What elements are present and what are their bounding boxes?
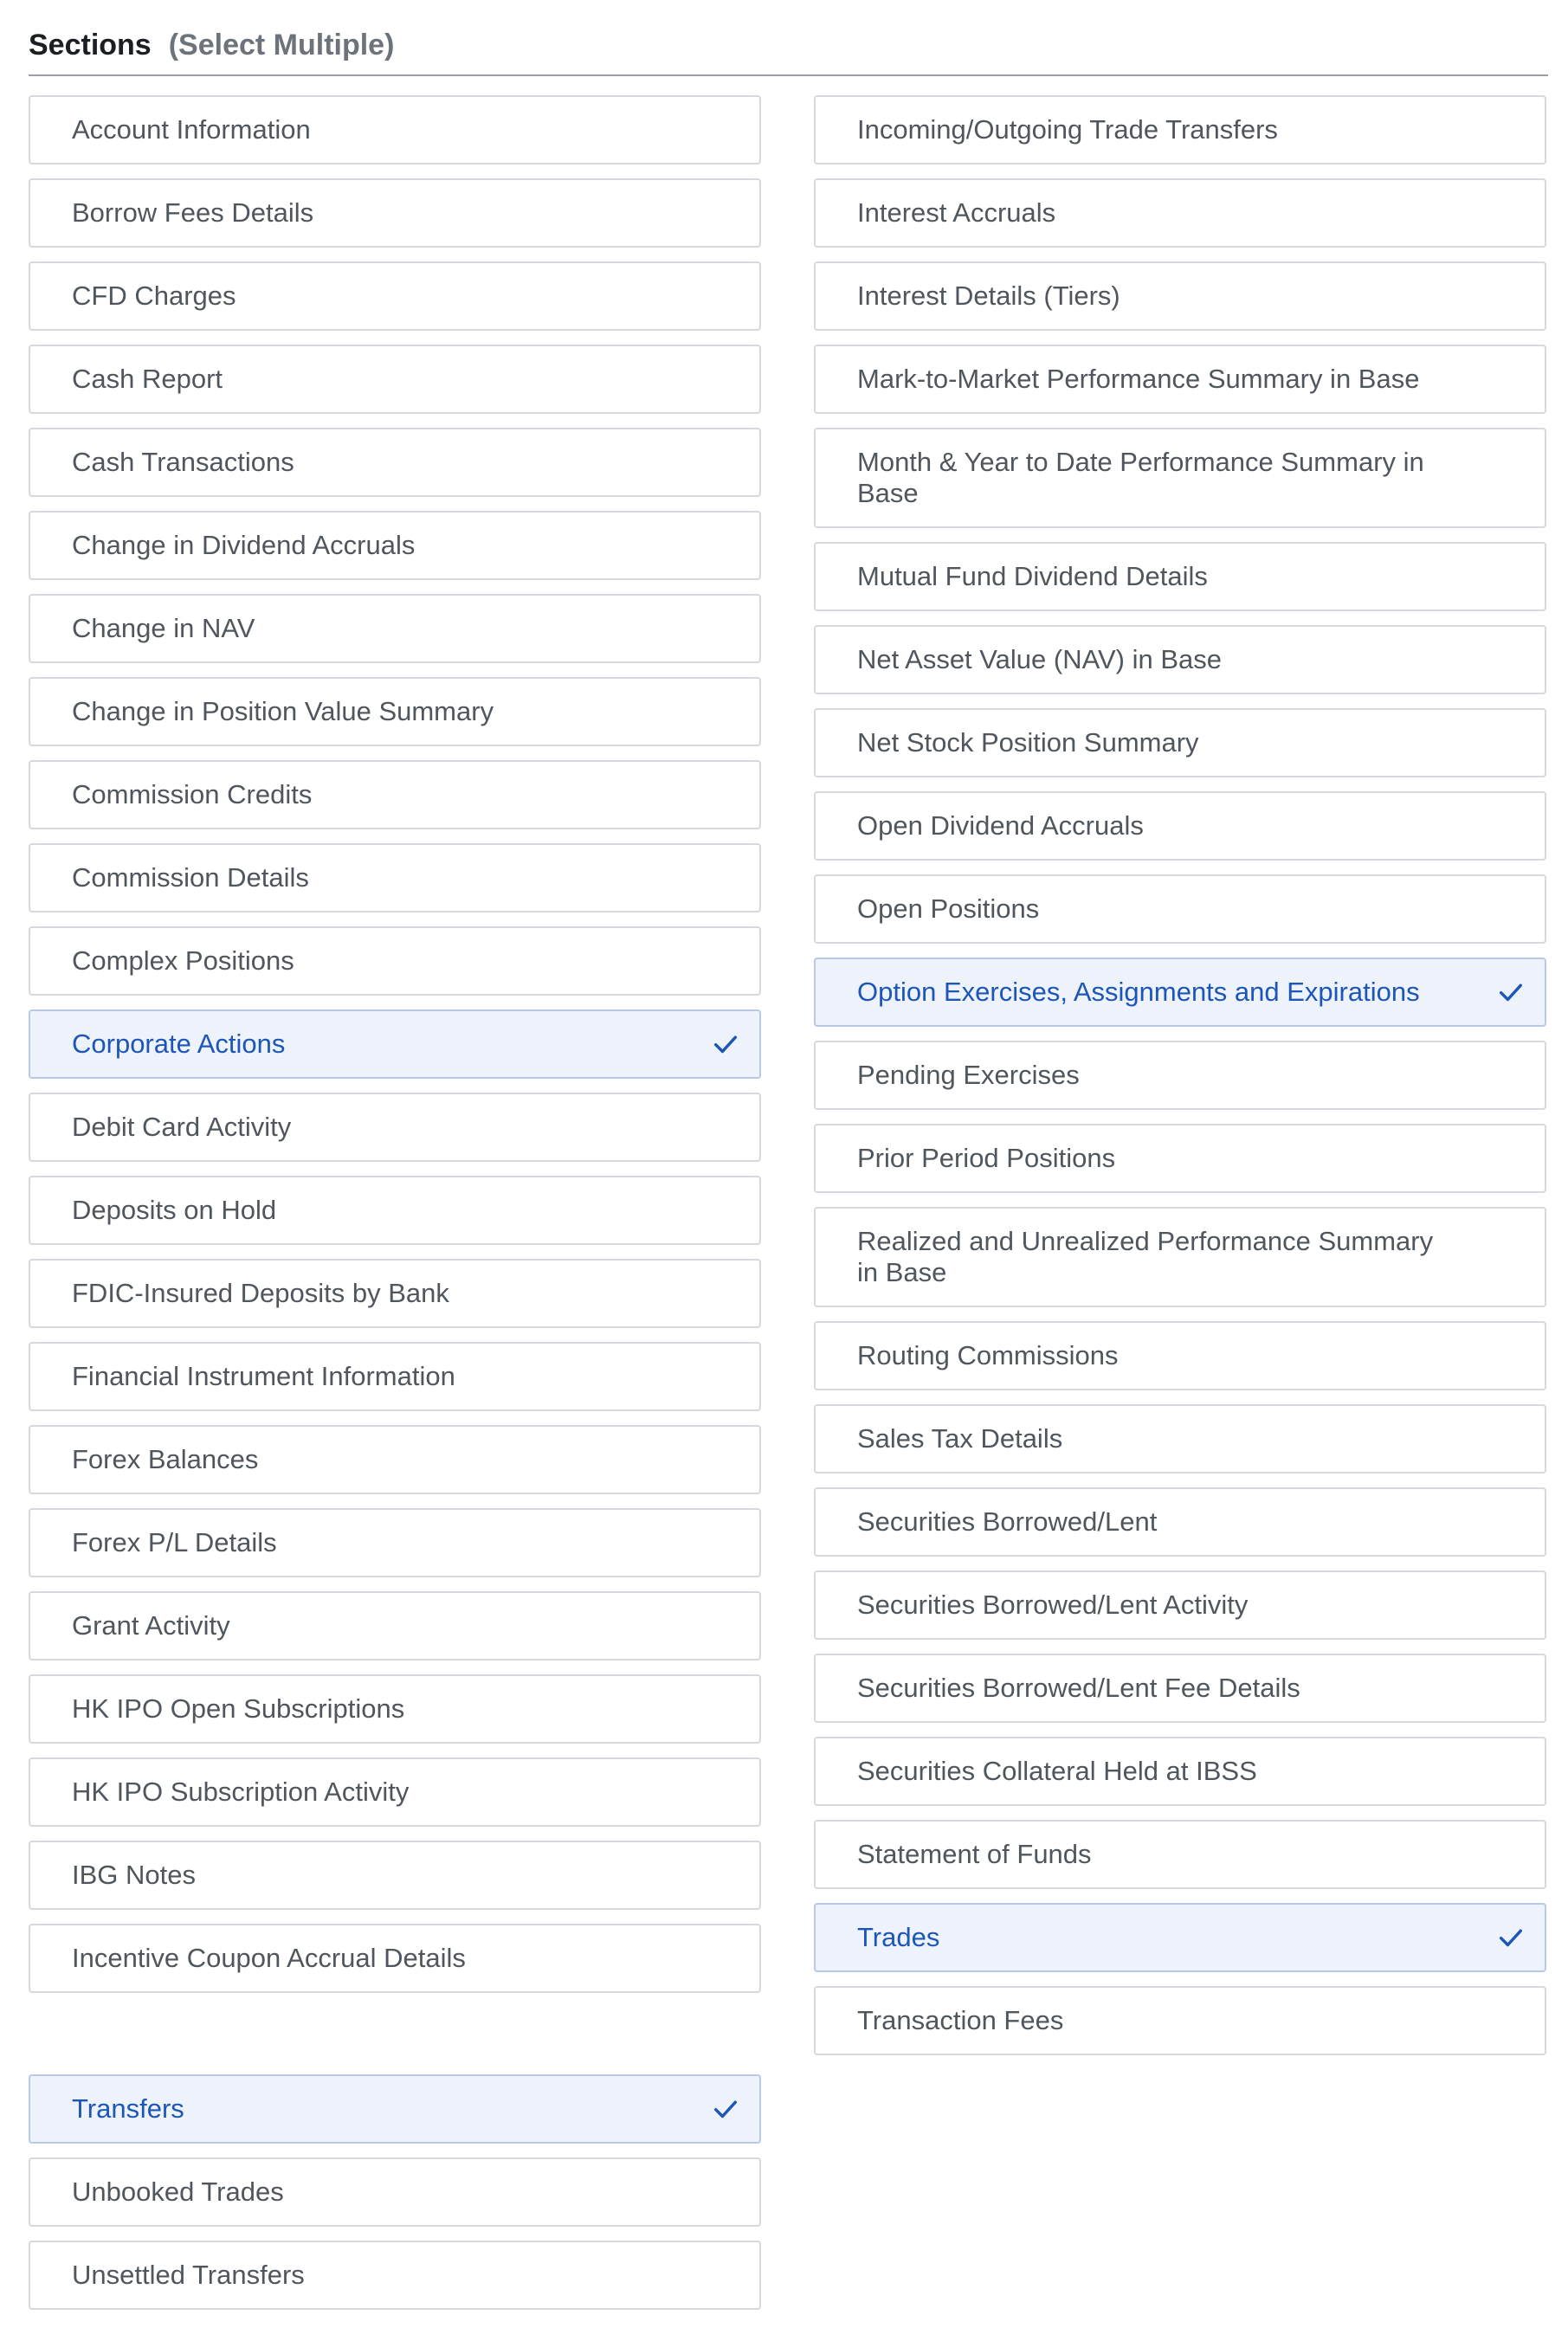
- section-option-deposits-on-hold[interactable]: [29, 1176, 761, 1245]
- section-option-borrow-fees-details[interactable]: [29, 178, 761, 248]
- section-option-forex-balances[interactable]: [29, 1425, 761, 1494]
- section-option-label: Trades: [857, 1922, 940, 1952]
- section-option-prior-period-positions[interactable]: [814, 1124, 1546, 1193]
- section-option-label: Unbooked Trades: [72, 2176, 284, 2207]
- section-option-net-stock-position-summary[interactable]: [814, 708, 1546, 777]
- section-option-mark-to-market-performance-summary-in-base[interactable]: [814, 345, 1546, 414]
- section-option-label: Prior Period Positions: [857, 1143, 1116, 1173]
- section-option-label: Mutual Fund Dividend Details: [857, 561, 1208, 591]
- section-option-forex-p-l-details[interactable]: [29, 1508, 761, 1577]
- sections-title: Sections: [29, 29, 152, 61]
- section-option-label: Interest Accruals: [857, 197, 1056, 228]
- section-option-fdic-insured-deposits-by-bank[interactable]: [29, 1259, 761, 1328]
- section-option-label: Cash Report: [72, 364, 223, 394]
- section-option-commission-details[interactable]: [29, 843, 761, 912]
- section-option-hk-ipo-subscription-activity[interactable]: [29, 1757, 761, 1827]
- section-option-incentive-coupon-accrual-details[interactable]: [29, 1924, 761, 1993]
- section-option-change-in-dividend-accruals[interactable]: [29, 511, 761, 580]
- section-option-label: Transaction Fees: [857, 2005, 1064, 2035]
- section-option-label: Statement of Funds: [857, 1839, 1092, 1869]
- section-option-cfd-charges[interactable]: [29, 261, 761, 331]
- section-option-sales-tax-details[interactable]: [814, 1404, 1546, 1474]
- section-option-label: Month & Year to Date Performance Summary in Base: [857, 447, 1424, 508]
- section-option-label: Transfers: [72, 2093, 184, 2124]
- section-option-label: Net Stock Position Summary: [857, 727, 1199, 758]
- section-option-label: Commission Details: [72, 862, 309, 893]
- section-option-label: Routing Commissions: [857, 1340, 1119, 1370]
- section-option-interest-accruals[interactable]: [814, 178, 1546, 248]
- section-option-securities-borrowed-lent-fee-details[interactable]: [814, 1654, 1546, 1723]
- section-option-financial-instrument-information[interactable]: [29, 1342, 761, 1411]
- section-option-label: Realized and Unrealized Performance Summary in Base: [857, 1226, 1434, 1287]
- section-option-label: Open Positions: [857, 893, 1040, 924]
- section-option-label: Borrow Fees Details: [72, 197, 314, 228]
- left-column-gap: [29, 2007, 761, 2074]
- section-option-label: Mark-to-Market Performance Summary in Base: [857, 364, 1420, 394]
- section-option-pending-exercises[interactable]: [814, 1041, 1546, 1110]
- section-option-open-positions[interactable]: [814, 874, 1546, 944]
- section-option-mutual-fund-dividend-details[interactable]: [814, 542, 1546, 611]
- section-option-label: Debit Card Activity: [72, 1112, 292, 1142]
- section-option-label: Sales Tax Details: [857, 1423, 1063, 1454]
- section-option-ibg-notes[interactable]: [29, 1841, 761, 1910]
- section-option-label: Commission Credits: [72, 779, 313, 809]
- checkmark-icon: [711, 1029, 740, 1059]
- select-multiple-hint: (Select Multiple): [168, 29, 395, 61]
- section-option-option-exercises-assignments-and-expirations[interactable]: [814, 958, 1546, 1027]
- section-option-label: Complex Positions: [72, 945, 294, 976]
- section-option-routing-commissions[interactable]: [814, 1321, 1546, 1390]
- section-option-label: Change in NAV: [72, 613, 255, 643]
- section-option-account-information[interactable]: [29, 95, 761, 164]
- section-option-label: Financial Instrument Information: [72, 1361, 455, 1391]
- section-option-label: Securities Collateral Held at IBSS: [857, 1756, 1257, 1786]
- section-option-open-dividend-accruals[interactable]: [814, 791, 1546, 861]
- section-option-label: Option Exercises, Assignments and Expirations: [857, 977, 1420, 1007]
- section-option-label: Securities Borrowed/Lent Activity: [857, 1590, 1249, 1620]
- section-option-statement-of-funds[interactable]: [814, 1820, 1546, 1889]
- checkmark-icon: [1496, 1923, 1526, 1952]
- section-option-commission-credits[interactable]: [29, 760, 761, 829]
- section-option-trades[interactable]: [814, 1903, 1546, 1972]
- section-option-transaction-fees[interactable]: [814, 1986, 1546, 2055]
- section-option-label: Change in Position Value Summary: [72, 696, 494, 726]
- section-option-label: Open Dividend Accruals: [857, 810, 1144, 841]
- section-option-realized-and-unrealized-performance-summary-in-base[interactable]: [814, 1207, 1546, 1307]
- section-option-securities-collateral-held-at-ibss[interactable]: [814, 1737, 1546, 1806]
- section-option-label: Grant Activity: [72, 1610, 230, 1641]
- section-option-label: Unsettled Transfers: [72, 2260, 305, 2290]
- section-option-cash-transactions[interactable]: [29, 428, 761, 497]
- section-option-label: Cash Transactions: [72, 447, 294, 477]
- section-option-label: Net Asset Value (NAV) in Base: [857, 644, 1222, 674]
- checkmark-icon: [1496, 977, 1526, 1007]
- section-option-label: Pending Exercises: [857, 1060, 1080, 1090]
- section-option-securities-borrowed-lent-activity[interactable]: [814, 1570, 1546, 1640]
- section-option-label: FDIC-Insured Deposits by Bank: [72, 1278, 449, 1308]
- section-option-label: Forex P/L Details: [72, 1527, 277, 1557]
- left-section-list-continued: [29, 2074, 761, 2310]
- section-option-label: HK IPO Subscription Activity: [72, 1777, 410, 1807]
- section-option-change-in-nav[interactable]: [29, 594, 761, 663]
- section-option-cash-report[interactable]: [29, 345, 761, 414]
- sections-right-column: [814, 95, 1546, 2069]
- section-option-label: Interest Details (Tiers): [857, 281, 1120, 311]
- section-option-label: Securities Borrowed/Lent Fee Details: [857, 1673, 1300, 1703]
- section-option-unbooked-trades[interactable]: [29, 2157, 761, 2227]
- section-option-label: Account Information: [72, 114, 311, 145]
- section-option-transfers[interactable]: [29, 2074, 761, 2144]
- right-section-list: [814, 95, 1546, 2055]
- section-option-label: Securities Borrowed/Lent: [857, 1506, 1158, 1537]
- sections-header: [29, 21, 1548, 76]
- section-option-change-in-position-value-summary[interactable]: [29, 677, 761, 746]
- section-option-label: Deposits on Hold: [72, 1195, 277, 1225]
- section-option-debit-card-activity[interactable]: [29, 1093, 761, 1162]
- left-section-list: [29, 95, 761, 1993]
- section-option-unsettled-transfers[interactable]: [29, 2241, 761, 2310]
- section-option-label: Forex Balances: [72, 1444, 259, 1474]
- section-option-grant-activity[interactable]: [29, 1591, 761, 1661]
- section-option-month-and-year-to-date-performance-summary-in-base[interactable]: [814, 428, 1546, 528]
- section-option-label: CFD Charges: [72, 281, 236, 311]
- section-option-incoming-outgoing-trade-transfers[interactable]: [814, 95, 1546, 164]
- sections-left-column: [29, 95, 761, 2324]
- section-option-net-asset-value-nav-in-base[interactable]: [814, 625, 1546, 694]
- section-option-complex-positions[interactable]: [29, 926, 761, 996]
- section-option-label: HK IPO Open Subscriptions: [72, 1693, 405, 1724]
- section-option-corporate-actions[interactable]: [29, 1009, 761, 1079]
- section-option-label: Incoming/Outgoing Trade Transfers: [857, 114, 1278, 145]
- section-option-securities-borrowed-lent[interactable]: [814, 1487, 1546, 1557]
- section-option-label: Incentive Coupon Accrual Details: [72, 1943, 466, 1973]
- checkmark-icon: [711, 2094, 740, 2124]
- section-option-interest-details-tiers[interactable]: [814, 261, 1546, 331]
- section-option-hk-ipo-open-subscriptions[interactable]: [29, 1674, 761, 1744]
- section-option-label: Corporate Actions: [72, 1029, 286, 1059]
- section-option-label: IBG Notes: [72, 1860, 196, 1890]
- section-option-label: Change in Dividend Accruals: [72, 530, 416, 560]
